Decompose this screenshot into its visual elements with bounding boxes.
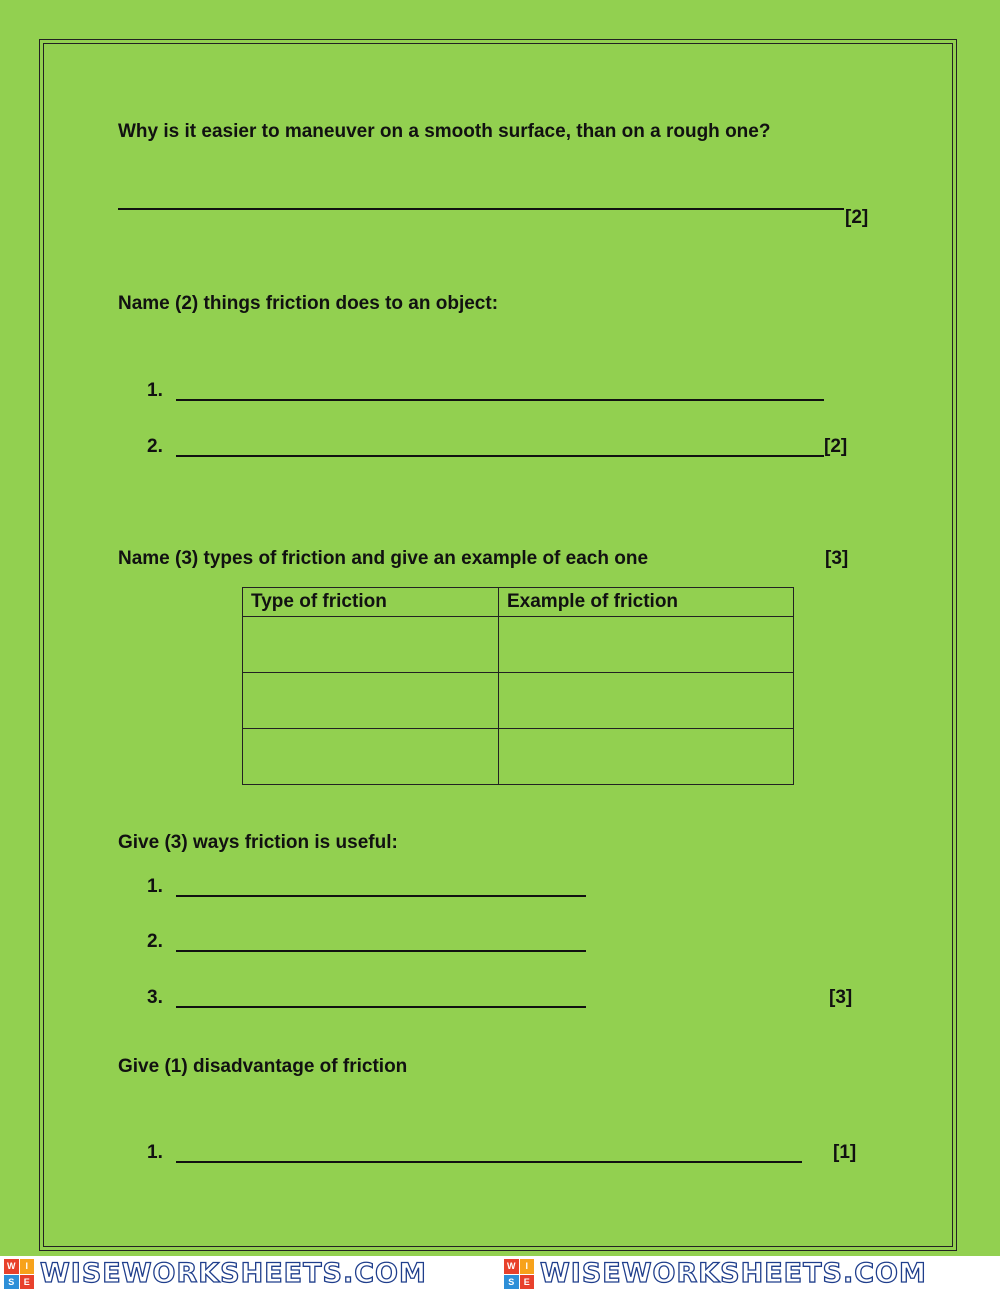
table-cell-example[interactable] <box>499 673 794 729</box>
brand-logo-icon: W I S E <box>4 1259 34 1289</box>
table-cell-example[interactable] <box>499 729 794 785</box>
marks-q1: [2] <box>845 207 869 228</box>
q4-item-number-2: 2. <box>147 931 163 952</box>
table-cell-type[interactable] <box>243 729 499 785</box>
marks-q2: [2] <box>824 436 848 457</box>
table-header-type: Type of friction <box>243 588 499 617</box>
brand-name-repeat: WISEWORKSHEETS.COM <box>540 1258 927 1289</box>
answer-line-q1[interactable] <box>118 208 844 210</box>
brand-logo-icon: W I S E <box>504 1259 534 1289</box>
friction-table <box>242 587 794 785</box>
answer-line-q2-2[interactable] <box>176 435 824 457</box>
answer-line-q4-2[interactable] <box>176 930 586 952</box>
table-header-row <box>243 588 794 617</box>
question-1: Why is it easier to maneuver on a smooth surface, than on a rough one? <box>118 121 771 142</box>
marks-q3: [3] <box>825 548 849 569</box>
answer-line-q5-1[interactable] <box>176 1141 802 1163</box>
question-2: Name (2) things friction does to an object: <box>118 293 499 314</box>
table-cell-type[interactable] <box>243 617 499 673</box>
table-row <box>243 729 794 785</box>
marks-q5: [1] <box>833 1142 857 1163</box>
brand-name: WISEWORKSHEETS.COM <box>40 1258 427 1289</box>
table-row <box>243 673 794 729</box>
table-cell-example[interactable] <box>499 617 794 673</box>
brand-logo-repeat <box>504 1258 927 1290</box>
table-row <box>243 617 794 673</box>
q2-item-number-1: 1. <box>147 380 163 401</box>
brand-logo <box>4 1258 427 1290</box>
answer-line-q4-3[interactable] <box>176 986 586 1008</box>
answer-line-q4-1[interactable] <box>176 875 586 897</box>
q4-item-number-1: 1. <box>147 876 163 897</box>
question-4: Give (3) ways friction is useful: <box>118 832 398 853</box>
footer-banner <box>0 1256 1000 1291</box>
answer-line-q2-1[interactable] <box>176 379 824 401</box>
question-5: Give (1) disadvantage of friction <box>118 1056 408 1077</box>
table-header-example: Example of friction <box>499 588 794 617</box>
q2-item-number-2: 2. <box>147 436 163 457</box>
q5-item-number-1: 1. <box>147 1142 163 1163</box>
question-3: Name (3) types of friction and give an example of each one <box>118 548 649 569</box>
q4-item-number-3: 3. <box>147 987 163 1008</box>
marks-q4: [3] <box>829 987 853 1008</box>
table-cell-type[interactable] <box>243 673 499 729</box>
